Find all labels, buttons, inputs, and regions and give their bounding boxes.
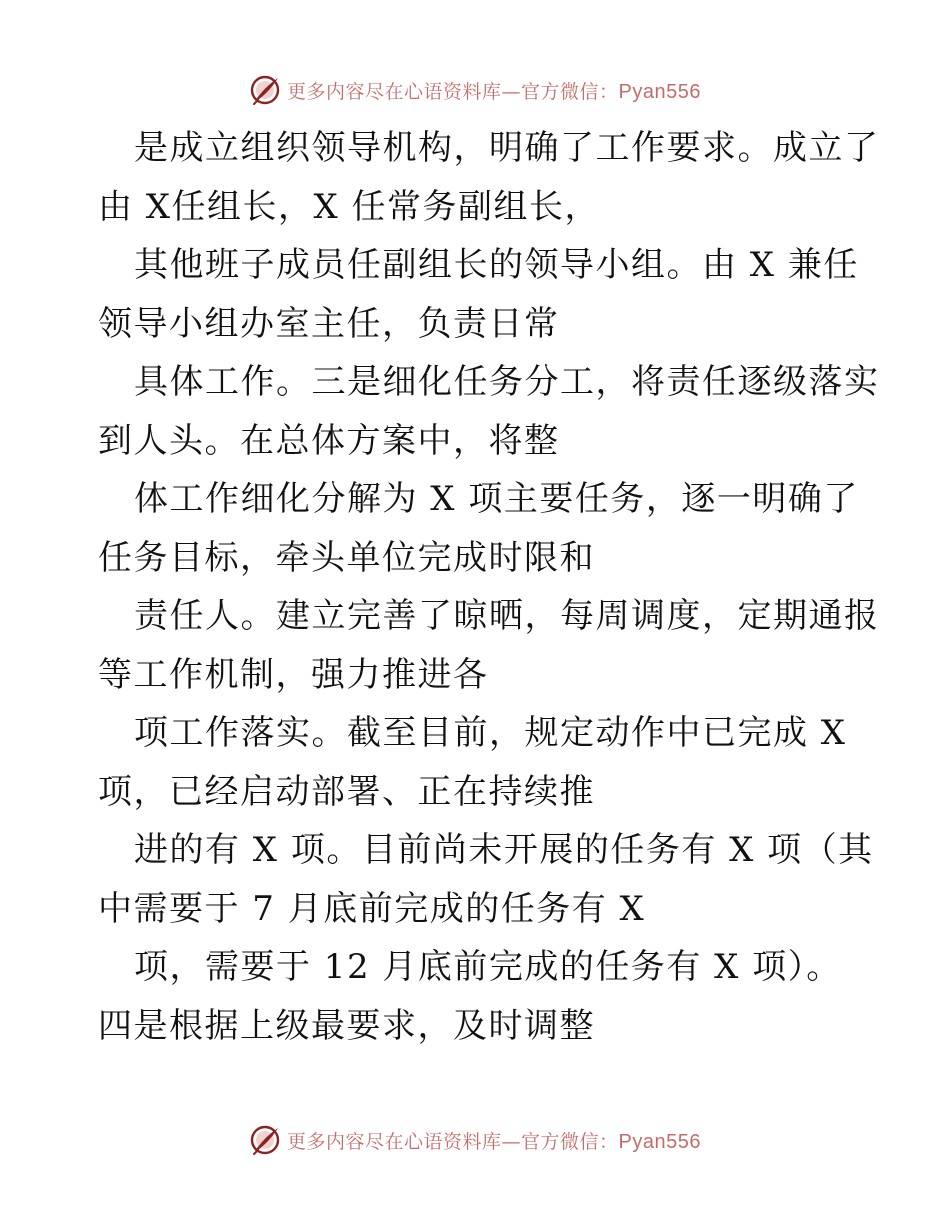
header-banner-wechat-id: Pyan556 — [618, 80, 701, 103]
footer-banner-text — [287, 1127, 701, 1154]
paragraph-line: 项，需要于 12 月底前完成的任务有 X 项）。 — [134, 947, 842, 987]
footer-banner-slogan: 更多内容尽在心语资料库—官方微信： — [287, 1130, 619, 1153]
paragraph-line: 责任人。建立完善了晾晒，每周调度，定期通报 — [134, 596, 880, 636]
footer-banner-wechat-id: Pyan556 — [618, 1130, 701, 1153]
paragraph-line: 进的有 X 项。目前尚未开展的任务有 X 项（其 — [134, 830, 874, 870]
paragraph-line: 项工作落实。截至目前，规定动作中已完成 X — [134, 713, 847, 753]
paragraph-line: 体工作细化分解为 X 项主要任务，逐一明确了 — [134, 479, 859, 519]
paragraph-line: 等工作机制，强力推进各 — [98, 654, 489, 695]
paragraph-line: 领导小组办室主任，负责日常 — [98, 303, 560, 344]
header-banner-slogan: 更多内容尽在心语资料库—官方微信： — [287, 80, 619, 103]
header-banner — [0, 72, 950, 108]
paragraph-line: 由 X任组长，X 任常务副组长， — [98, 186, 601, 227]
footer-banner — [0, 1122, 950, 1158]
paragraph-line: 到人头。在总体方案中，将整 — [98, 420, 560, 461]
paragraph-line: 项，已经启动部署、正在持续推 — [98, 771, 595, 812]
paragraph-line: 是成立组织领导机构，明确了工作要求。成立了 — [134, 128, 880, 168]
document-body — [98, 119, 880, 1055]
header-banner-text — [287, 77, 701, 104]
paragraph-line: 中需要于 7 月底前完成的任务有 X — [98, 888, 646, 929]
paragraph-line: 其他班子成员任副组长的领导小组。由 X 兼任 — [134, 245, 859, 285]
paragraph-line: 任务目标，牵头单位完成时限和 — [98, 537, 595, 578]
paragraph-line: 四是根据上级最要求，及时调整 — [98, 1005, 595, 1046]
quill-logo-icon — [249, 1124, 281, 1156]
quill-logo-icon — [249, 74, 281, 106]
paragraph-line: 具体工作。三是细化任务分工，将责任逐级落实 — [134, 362, 880, 402]
